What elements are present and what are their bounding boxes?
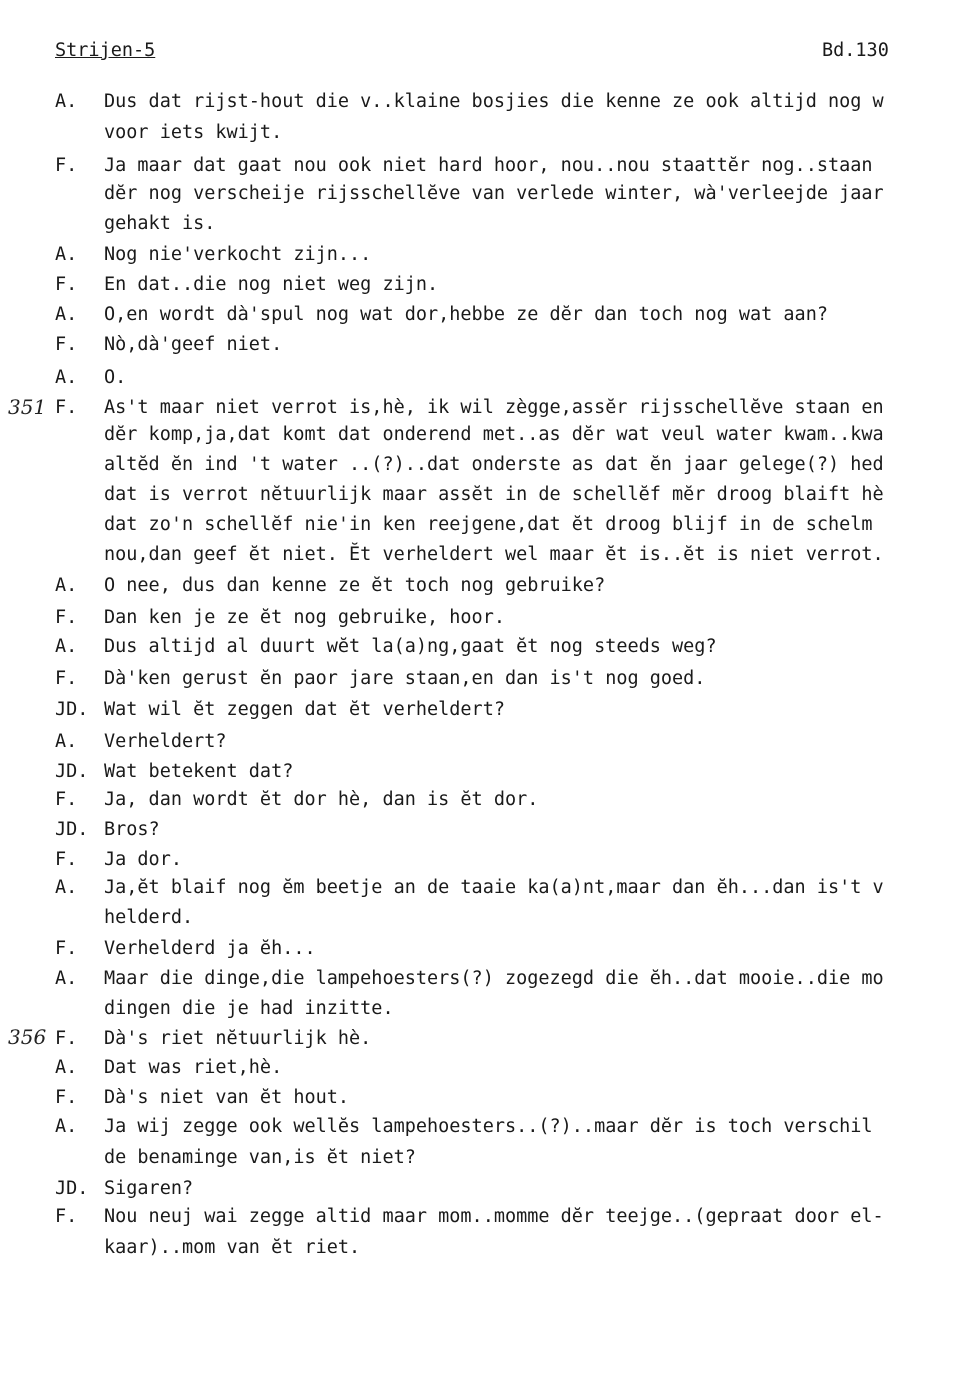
utterance-text: Wat wil ĕt zeggen dat ĕt verheldert?: [104, 699, 505, 720]
speaker-label: F.: [55, 789, 78, 810]
utterance-text: dat zo'n schellĕf nie'in ken reejgene,dat ĕt droog blijf in de schelm: [104, 514, 873, 535]
utterance-text: Nou neuj wai zegge altid maar mom..momme dĕr teejge..(gepraat door el-: [104, 1206, 884, 1227]
utterance-text: Ja,ĕt blaif nog ĕm beetje an de taaie ka(a)nt,maar dan ĕh...dan is't v: [104, 877, 884, 898]
page-reference: Bd.130: [822, 40, 889, 61]
utterance-text: Dus altijd al duurt wĕt la(a)ng,gaat ĕt nog steeds weg?: [104, 636, 717, 657]
speaker-label: F.: [55, 668, 78, 689]
utterance-text: de benaminge van,is ĕt niet?: [104, 1147, 416, 1168]
speaker-label: A.: [55, 877, 78, 898]
speaker-label: A.: [55, 304, 78, 325]
utterance-text: altĕd ĕn ind 't water ..(?)..dat onderste as dat ĕn jaar gelege(?) hed: [104, 454, 884, 475]
speaker-label: F.: [55, 1206, 78, 1227]
speaker-label: A.: [55, 636, 78, 657]
utterance-text: Nò,dà'geef niet.: [104, 334, 283, 355]
utterance-text: nou,dan geef ĕt niet. Ĕt verheldert wel maar ĕt is..ĕt is niet verrot.: [104, 544, 884, 565]
speaker-label: F.: [55, 938, 78, 959]
margin-line-number: 356: [8, 1025, 47, 1049]
utterance-text: helderd.: [104, 907, 194, 928]
speaker-label: JD.: [55, 699, 89, 720]
utterance-text: O.: [104, 367, 127, 388]
utterance-text: Sigaren?: [104, 1178, 194, 1199]
speaker-label: F.: [55, 274, 78, 295]
speaker-label: A.: [55, 575, 78, 596]
utterance-text: Dat was riet,hè.: [104, 1057, 283, 1078]
speaker-label: JD.: [55, 819, 89, 840]
utterance-text: O,en wordt dà'spul nog wat dor,hebbe ze dĕr dan toch nog wat aan?: [104, 304, 828, 325]
utterance-text: Verheldert?: [104, 731, 227, 752]
utterance-text: kaar)..mom van ĕt riet.: [104, 1237, 361, 1258]
utterance-text: Ja, dan wordt ĕt dor hè, dan is ĕt dor.: [104, 789, 539, 810]
utterance-text: voor iets kwijt.: [104, 122, 283, 143]
speaker-label: A.: [55, 367, 78, 388]
speaker-label: F.: [55, 334, 78, 355]
utterance-text: dat is verrot nĕtuurlijk maar assĕt in de schellĕf mĕr droog blaift hè: [104, 484, 884, 505]
utterance-text: Ja dor.: [104, 849, 182, 870]
speaker-label: F.: [55, 1028, 78, 1049]
utterance-text: gehakt is.: [104, 213, 216, 234]
utterance-text: dĕr nog verscheije rijsschellĕve van verlede winter, wà'verleejde jaar: [104, 183, 884, 204]
speaker-label: A.: [55, 731, 78, 752]
utterance-text: Bros?: [104, 819, 160, 840]
speaker-label: F.: [55, 397, 78, 418]
utterance-text: Dà's riet nĕtuurlijk hè.: [104, 1028, 372, 1049]
speaker-label: A.: [55, 1057, 78, 1078]
utterance-text: O nee, dus dan kenne ze ĕt toch nog gebruike?: [104, 575, 606, 596]
utterance-text: Dà's niet van ĕt hout.: [104, 1087, 350, 1108]
margin-line-number: 351: [8, 395, 47, 419]
speaker-label: JD.: [55, 1178, 89, 1199]
utterance-text: Nog nie'verkocht zijn...: [104, 244, 372, 265]
speaker-label: F.: [55, 155, 78, 176]
document-title: Strijen-5: [55, 40, 156, 61]
speaker-label: F.: [55, 849, 78, 870]
utterance-text: Dan ken je ze ĕt nog gebruike, hoor.: [104, 607, 505, 628]
utterance-text: As't maar niet verrot is,hè, ik wil zègge,assĕr rijsschellĕve staan en: [104, 397, 884, 418]
utterance-text: Wat betekent dat?: [104, 761, 294, 782]
utterance-text: Maar die dinge,die lampehoesters(?) zogezegd die ĕh..dat mooie..die mo: [104, 968, 884, 989]
speaker-label: JD.: [55, 761, 89, 782]
speaker-label: A.: [55, 968, 78, 989]
speaker-label: A.: [55, 244, 78, 265]
speaker-label: F.: [55, 1087, 78, 1108]
speaker-label: F.: [55, 607, 78, 628]
utterance-text: Dà'ken gerust ĕn paor jare staan,en dan is't nog goed.: [104, 668, 706, 689]
utterance-text: Dus dat rijst-hout die v..klaine bosjies die kenne ze ook altijd nog w: [104, 91, 884, 112]
utterance-text: dĕr komp,ja,dat komt dat onderend met..as dĕr wat veul water kwam..kwa: [104, 424, 884, 445]
utterance-text: Ja maar dat gaat nou ook niet hard hoor, nou..nou staattĕr nog..staan: [104, 155, 873, 176]
utterance-text: dingen die je had inzitte.: [104, 998, 394, 1019]
utterance-text: En dat..die nog niet weg zijn.: [104, 274, 439, 295]
speaker-label: A.: [55, 1116, 78, 1137]
speaker-label: A.: [55, 91, 78, 112]
utterance-text: Verhelderd ja ĕh...: [104, 938, 316, 959]
utterance-text: Ja wij zegge ook wellĕs lampehoesters..(?)..maar dĕr is toch verschil: [104, 1116, 873, 1137]
